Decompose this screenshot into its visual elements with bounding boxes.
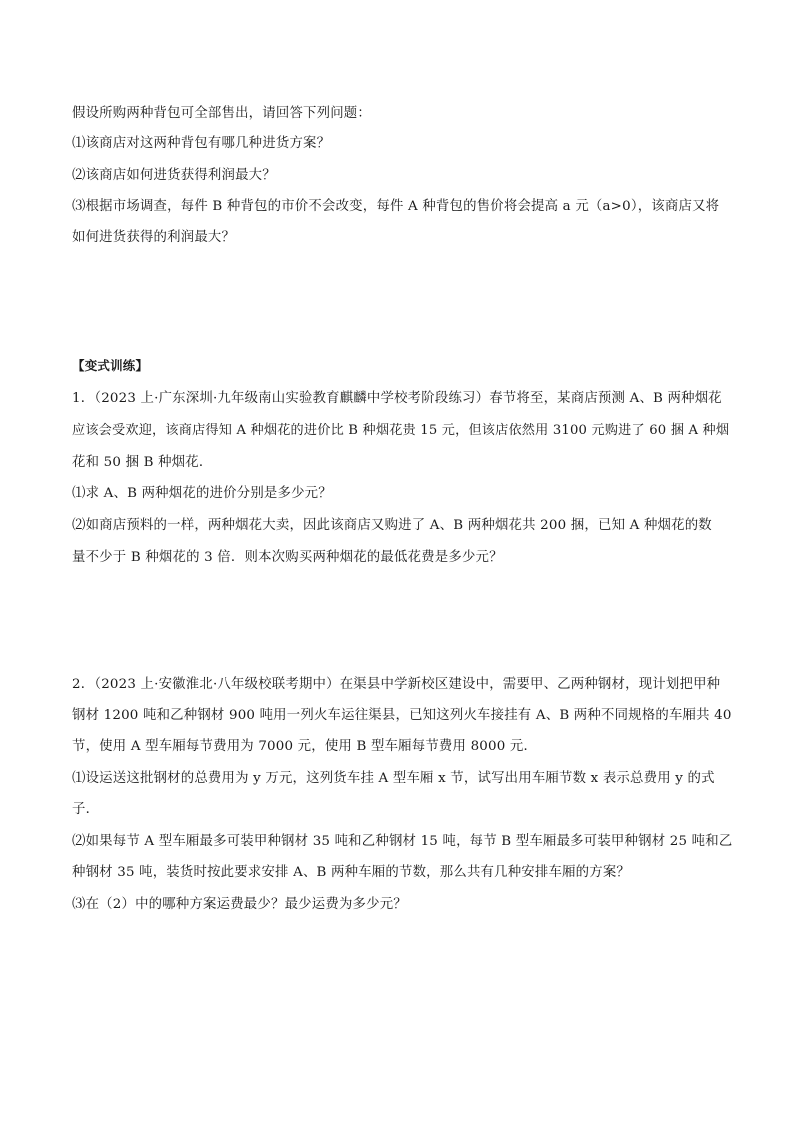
intro-question-2: ⑵该商店如何进货获得利润最大？ — [72, 168, 276, 183]
section-title: 【变式训练】 — [72, 358, 149, 373]
problem-2-question-3: ⑶在（2）中的哪种方案运费最少？最少运费为多少元？ — [72, 897, 407, 912]
problem-1-line-3: 花和 50 捆 B 种烟花． — [72, 455, 213, 470]
intro-line: 假设所购两种背包可全部售出，请回答下列问题： — [72, 106, 371, 121]
intro-question-3-line-2: 如何进货获得的利润最大？ — [72, 230, 236, 245]
problem-2-line-2: 钢材 1200 吨和乙种钢材 900 吨用一列火车运往渠县，已知这列火车接挂有 A、B 两种不同规格的车厢共 40 — [72, 708, 732, 723]
problem-1-line-1: 1．（2023 上·广东深圳·九年级南山实验教育麒麟中学校考阶段练习）春节将至，某商店预测 A、B 两种烟花 — [72, 391, 722, 406]
problem-1-line-2: 应该会受欢迎，该商店得知 A 种烟花的进价比 B 种烟花贵 15 元，但该店依然用 3100 元购进了 60 捆 A 种烟 — [72, 423, 730, 438]
problem-1-question-2-line-2: 量不少于 B 种烟花的 3 倍．则本次购买两种烟花的最低花费是多少元？ — [72, 550, 503, 565]
intro-question-3-line-1: ⑶根据市场调查，每件 B 种背包的市价不会改变，每件 A 种背包的售价将会提高 a 元（a>0），该商店又将 — [72, 199, 720, 214]
problem-2-question-2-line-2: 种钢材 35 吨，装货时按此要求安排 A、B 两种车厢的节数，那么共有几种安排车厢的方案？ — [72, 865, 631, 880]
problem-2-line-1: 2．（2023 上·安徽淮北·八年级校联考期中）在渠县中学新校区建设中，需要甲、乙两种钢材，现计划把甲种 — [72, 677, 721, 692]
problem-1-question-2-line-1: ⑵如商店预料的一样，两种烟花大卖，因此该商店又购进了 A、B 两种烟花共 200 捆，已知 A 种烟花的数 — [72, 518, 712, 533]
problem-2-question-1-line-1: ⑴设运送这批钢材的总费用为 y 万元，这列货车挂 A 型车厢 x 节，试写出用车厢节数 x 表示总费用 y 的式 — [72, 771, 715, 786]
problem-2-question-2-line-1: ⑵如果每节 A 型车厢最多可装甲种钢材 35 吨和乙种钢材 15 吨，每节 B 型车厢最多可装甲种钢材 25 吨和乙 — [72, 834, 733, 849]
intro-question-1: ⑴该商店对这两种背包有哪几种进货方案？ — [72, 136, 331, 151]
problem-2-line-3: 节，使用 A 型车厢每节费用为 7000 元，使用 B 型车厢每节费用 8000 元． — [72, 739, 538, 754]
problem-2-question-1-line-2: 子． — [72, 802, 100, 817]
problem-1-question-1: ⑴求 A、B 两种烟花的进价分别是多少元？ — [72, 486, 332, 501]
